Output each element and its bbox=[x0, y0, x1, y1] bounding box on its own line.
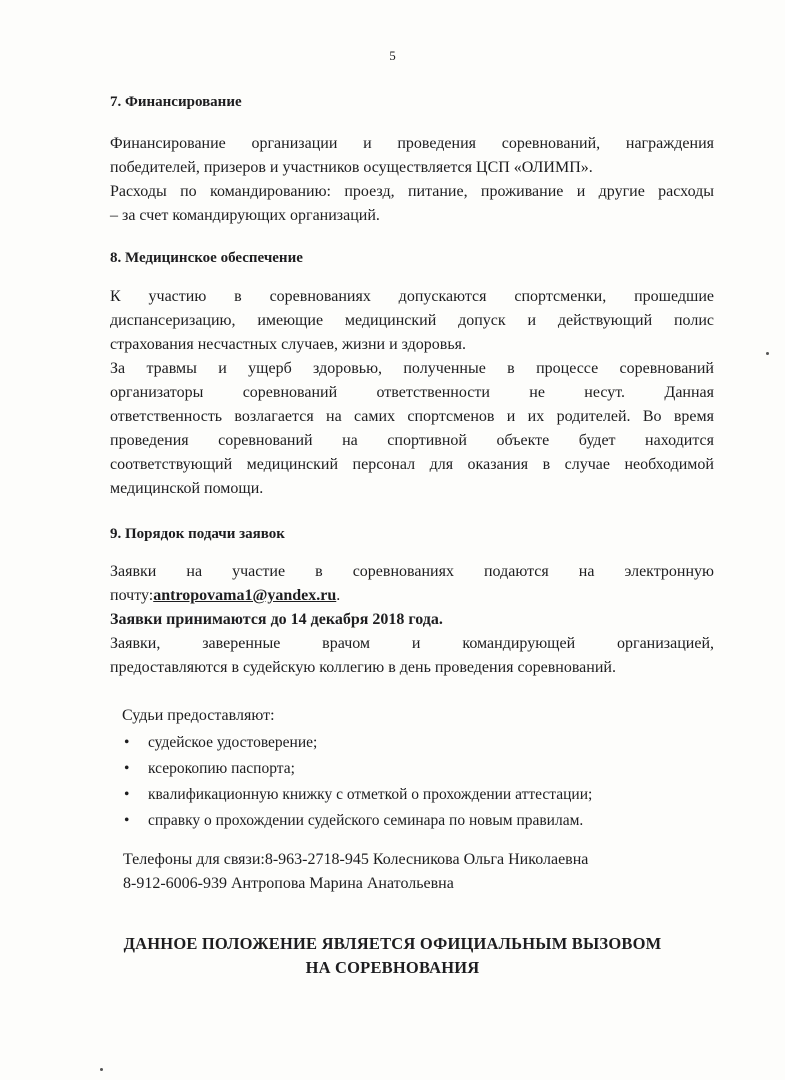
s8-p1-line-1: К участию в соревнованиях допускаются спортсменки, прошедшие bbox=[110, 288, 714, 305]
bullet-icon: • bbox=[124, 786, 130, 803]
section-9-title: 9. Порядок подачи заявок bbox=[110, 526, 285, 542]
judges-title: Судьи предоставляют: bbox=[122, 707, 275, 724]
s8-p1-line-3: страхования несчастных случаев, жизни и здоровья. bbox=[110, 336, 467, 353]
final-statement-line-1: ДАННОЕ ПОЛОЖЕНИЕ ЯВЛЯЕТСЯ ОФИЦИАЛЬНЫМ ВЫЗОВОМ bbox=[123, 934, 662, 953]
phone-line-2: 8-912-6006-939 Антропова Марина Анатольевна bbox=[123, 875, 454, 892]
bullet-icon: • bbox=[124, 760, 130, 777]
bullet-icon: • bbox=[124, 734, 130, 751]
s9-line-4: предоставляются в судейскую коллегию в день проведения соревнований. bbox=[110, 659, 616, 676]
bullet-icon: • bbox=[124, 812, 130, 829]
list-item bbox=[120, 782, 592, 808]
final-statement-line-2: НА СОРЕВНОВАНИЯ bbox=[305, 958, 480, 977]
s7-line-2: победителей, призеров и участников осуществляется ЦСП «ОЛИМП». bbox=[110, 159, 593, 176]
email-prefix: почту: bbox=[110, 587, 154, 604]
judges-list bbox=[120, 730, 592, 834]
phone-line-1: Телефоны для связи:8-963-2718-945 Колесникова Ольга Николаевна bbox=[123, 851, 589, 868]
s8-p2-line-3: ответственность возлагается на самих спортсменов и их родителей. Во время bbox=[110, 408, 714, 425]
section-7-title: 7. Финансирование bbox=[110, 94, 242, 110]
list-item-text: судейское удостоверение; bbox=[148, 734, 318, 751]
s9-line-3: Заявки, заверенные врачом и командирующей организацией, bbox=[110, 635, 714, 652]
list-item-text: ксерокопию паспорта; bbox=[148, 760, 295, 777]
list-item-text: квалификационную книжку с отметкой о прохождении аттестации; bbox=[148, 786, 593, 803]
s8-p2-line-1: За травмы и ущерб здоровью, полученные в процессе соревнований bbox=[110, 360, 714, 377]
s7-line-3: Расходы по командированию: проезд, питание, проживание и другие расходы bbox=[110, 183, 714, 200]
email-link[interactable]: antropovama1@yandex.ru bbox=[153, 587, 337, 604]
list-item bbox=[120, 808, 592, 834]
scan-speck bbox=[100, 1068, 103, 1071]
s7-line-4: – за счет командирующих организаций. bbox=[110, 207, 380, 224]
email-suffix: . bbox=[336, 587, 341, 604]
s7-line-1: Финансирование организации и проведения соревнований, награждения bbox=[110, 135, 714, 152]
list-item bbox=[120, 730, 592, 756]
s8-p2-line-2: организаторы соревнований ответственности не несут. Данная bbox=[110, 384, 714, 401]
list-item bbox=[120, 756, 592, 782]
list-item-text: справку о прохождении судейского семинара по новым правилам. bbox=[148, 812, 584, 829]
section-8-title: 8. Медицинское обеспечение bbox=[110, 250, 303, 266]
s8-p2-line-5: соответствующий медицинский персонал для оказания в случае необходимой bbox=[110, 456, 714, 473]
scan-speck bbox=[766, 352, 769, 355]
s8-p1-line-2: диспансеризацию, имеющие медицинский допуск и действующий полис bbox=[110, 312, 714, 329]
page-number: 5 bbox=[389, 48, 396, 63]
s8-p2-line-4: проведения соревнований на спортивной объекте будет находится bbox=[110, 432, 714, 449]
s8-p2-line-6: медицинской помощи. bbox=[110, 480, 264, 497]
s9-email-line bbox=[110, 584, 340, 608]
deadline-text: Заявки принимаются до 14 декабря 2018 года. bbox=[110, 611, 443, 628]
s9-line-1: Заявки на участие в соревнованиях подаются на электронную bbox=[110, 563, 714, 580]
